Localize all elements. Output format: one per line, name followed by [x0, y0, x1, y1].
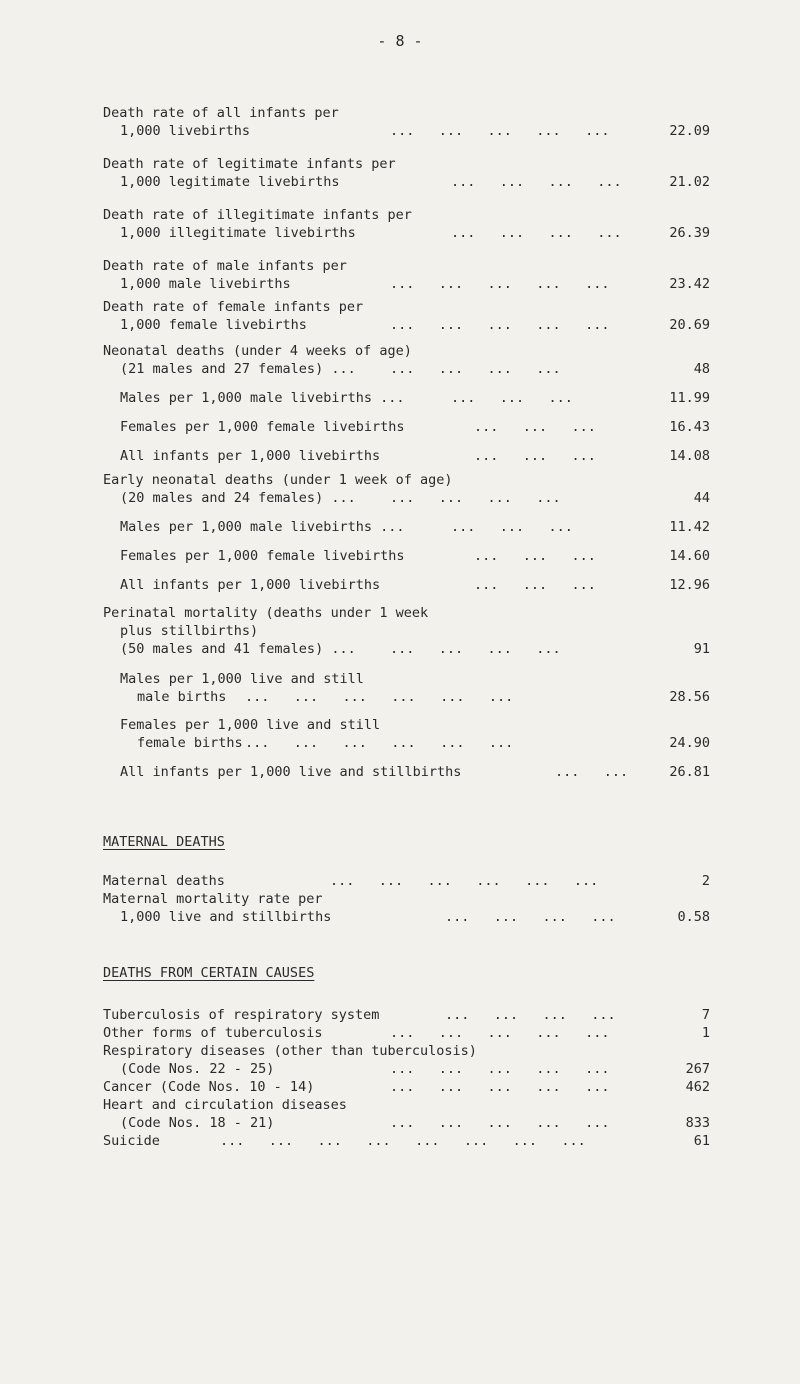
row-label: All infants per 1,000 live and stillbirths	[120, 764, 462, 780]
row-value: 26.81	[669, 764, 710, 780]
stat-row	[0, 604, 800, 622]
row-label: female births	[137, 735, 243, 751]
row-value: 20.69	[669, 317, 710, 333]
row-label: Tuberculosis of respiratory system	[103, 1007, 380, 1023]
stat-row	[0, 173, 800, 191]
row-label: Early neonatal deaths (under 1 week of age)	[103, 472, 453, 488]
page-number: - 8 -	[377, 32, 423, 50]
stat-row	[0, 1096, 800, 1114]
row-value: 1	[701, 1025, 710, 1041]
row-leader-dots: ... ... ...	[451, 519, 573, 535]
row-label: (21 males and 27 females) ...	[120, 361, 356, 377]
row-value: 91	[693, 641, 710, 657]
row-leader-dots: ... ... ... ...	[390, 490, 561, 506]
row-label: Perinatal mortality (deaths under 1 week	[103, 605, 429, 621]
stat-row	[0, 104, 800, 122]
stat-row	[0, 122, 800, 140]
row-leader-dots: ... ... ... ...	[445, 1007, 616, 1023]
row-label: 1,000 male livebirths	[120, 276, 291, 292]
row-label: Other forms of tuberculosis	[103, 1025, 323, 1041]
row-value: 22.09	[669, 123, 710, 139]
row-label: Death rate of male infants per	[103, 258, 347, 274]
row-leader-dots: ... ... ...	[474, 419, 596, 435]
row-leader-dots: ... ... ... ... ...	[390, 1079, 610, 1095]
row-label: 1,000 live and stillbirths	[120, 909, 332, 925]
stat-row	[0, 716, 800, 734]
row-label: (Code Nos. 18 - 21)	[120, 1115, 275, 1131]
row-value: 11.42	[669, 519, 710, 535]
row-label: (20 males and 24 females) ...	[120, 490, 356, 506]
row-leader-dots: ... ... ... ... ... ... ... ...	[220, 1133, 586, 1149]
stat-row	[0, 389, 800, 407]
row-label: Maternal deaths	[103, 873, 225, 889]
row-leader-dots: ... ... ...	[451, 390, 573, 406]
stat-row	[0, 1114, 800, 1132]
stat-row	[0, 342, 800, 360]
row-leader-dots: ... ... ... ... ...	[390, 317, 610, 333]
stat-row	[0, 275, 800, 293]
row-value: 0.58	[677, 909, 710, 925]
stat-row	[0, 640, 800, 658]
row-leader-dots: ... ... ... ...	[451, 174, 622, 190]
row-label: male births	[137, 689, 227, 705]
certain-causes-heading: DEATHS FROM CERTAIN CAUSES	[103, 965, 315, 981]
stat-row	[0, 206, 800, 224]
stat-row	[0, 471, 800, 489]
stat-row	[0, 547, 800, 565]
row-value: 11.99	[669, 390, 710, 406]
row-label: 1,000 female livebirths	[120, 317, 307, 333]
row-value: 26.39	[669, 225, 710, 241]
stat-row	[0, 1078, 800, 1096]
row-leader-dots: ... ... ... ...	[445, 909, 616, 925]
row-label: Death rate of legitimate infants per	[103, 156, 396, 172]
row-label: Males per 1,000 live and still	[120, 671, 364, 687]
stat-row	[0, 622, 800, 640]
row-label: Females per 1,000 female livebirths	[120, 419, 405, 435]
row-leader-dots: ... ... ...	[474, 577, 596, 593]
row-leader-dots: ... ... ...	[474, 448, 596, 464]
row-label: All infants per 1,000 livebirths	[120, 577, 381, 593]
stat-row	[0, 1132, 800, 1150]
row-value: 21.02	[669, 174, 710, 190]
stat-row	[0, 670, 800, 688]
row-label: Females per 1,000 live and still	[120, 717, 381, 733]
row-value: 2	[701, 873, 710, 889]
stat-row	[0, 489, 800, 507]
stat-row	[0, 1006, 800, 1024]
stat-row	[0, 576, 800, 594]
row-value: 12.96	[669, 577, 710, 593]
row-value: 48	[693, 361, 710, 377]
row-label: Death rate of female infants per	[103, 299, 364, 315]
stat-row	[0, 763, 800, 781]
row-leader-dots: ... ... ... ... ...	[390, 1025, 610, 1041]
row-leader-dots: ... ... ... ... ...	[390, 1115, 610, 1131]
maternal-deaths-heading: MATERNAL DEATHS	[103, 834, 225, 850]
stat-row	[0, 155, 800, 173]
stat-row	[0, 224, 800, 242]
stat-row	[0, 908, 800, 926]
row-leader-dots: ... ... ... ... ... ...	[330, 873, 599, 889]
row-leader-dots: ... ... ... ... ... ...	[245, 735, 514, 751]
stat-row	[0, 890, 800, 908]
row-value: 14.60	[669, 548, 710, 564]
stat-row	[0, 688, 800, 706]
row-leader-dots: ... ... ... ... ...	[390, 276, 610, 292]
stat-row	[0, 257, 800, 275]
row-label: Females per 1,000 female livebirths	[120, 548, 405, 564]
row-value: 24.90	[669, 735, 710, 751]
row-label: Neonatal deaths (under 4 weeks of age)	[103, 343, 412, 359]
row-label: 1,000 illegitimate livebirths	[120, 225, 356, 241]
row-value: 833	[685, 1115, 710, 1131]
row-value: 267	[685, 1061, 710, 1077]
stat-row	[0, 447, 800, 465]
row-value: 14.08	[669, 448, 710, 464]
stat-row	[0, 360, 800, 378]
row-leader-dots: ... ... ... ...	[451, 225, 622, 241]
stat-row	[0, 1060, 800, 1078]
row-label: All infants per 1,000 livebirths	[120, 448, 381, 464]
stat-row	[0, 518, 800, 536]
stat-row	[0, 1042, 800, 1060]
row-label: plus stillbirths)	[120, 623, 259, 639]
row-label: 1,000 livebirths	[120, 123, 251, 139]
row-leader-dots: ... ... ... ... ...	[390, 1061, 610, 1077]
row-label: Death rate of illegitimate infants per	[103, 207, 412, 223]
row-label: Males per 1,000 male livebirths ...	[120, 390, 405, 406]
stat-row	[0, 298, 800, 316]
row-label: Males per 1,000 male livebirths ...	[120, 519, 405, 535]
row-label: (Code Nos. 22 - 25)	[120, 1061, 275, 1077]
row-leader-dots: ... ... ... ... ...	[390, 123, 610, 139]
stat-row	[0, 418, 800, 436]
row-label: Respiratory diseases (other than tuberculosis)	[103, 1043, 477, 1059]
stat-row	[0, 872, 800, 890]
row-label: Cancer (Code Nos. 10 - 14)	[103, 1079, 315, 1095]
row-leader-dots: ... ... ... ...	[390, 361, 561, 377]
stat-row	[0, 316, 800, 334]
row-value: 462	[685, 1079, 710, 1095]
row-label: Suicide	[103, 1133, 160, 1149]
row-label: Heart and circulation diseases	[103, 1097, 347, 1113]
row-value: 44	[693, 490, 710, 506]
row-value: 28.56	[669, 689, 710, 705]
row-leader-dots: ... ... ... ... ... ...	[245, 689, 514, 705]
row-leader-dots: ... ...	[555, 764, 629, 780]
row-value: 16.43	[669, 419, 710, 435]
row-value: 7	[701, 1007, 710, 1023]
row-label: Maternal mortality rate per	[103, 891, 323, 907]
row-label: 1,000 legitimate livebirths	[120, 174, 340, 190]
row-value: 23.42	[669, 276, 710, 292]
row-label: Death rate of all infants per	[103, 105, 339, 121]
stat-row	[0, 1024, 800, 1042]
row-value: 61	[693, 1133, 710, 1149]
row-label: (50 males and 41 females) ...	[120, 641, 356, 657]
stat-row	[0, 734, 800, 752]
row-leader-dots: ... ... ...	[474, 548, 596, 564]
row-leader-dots: ... ... ... ...	[390, 641, 561, 657]
